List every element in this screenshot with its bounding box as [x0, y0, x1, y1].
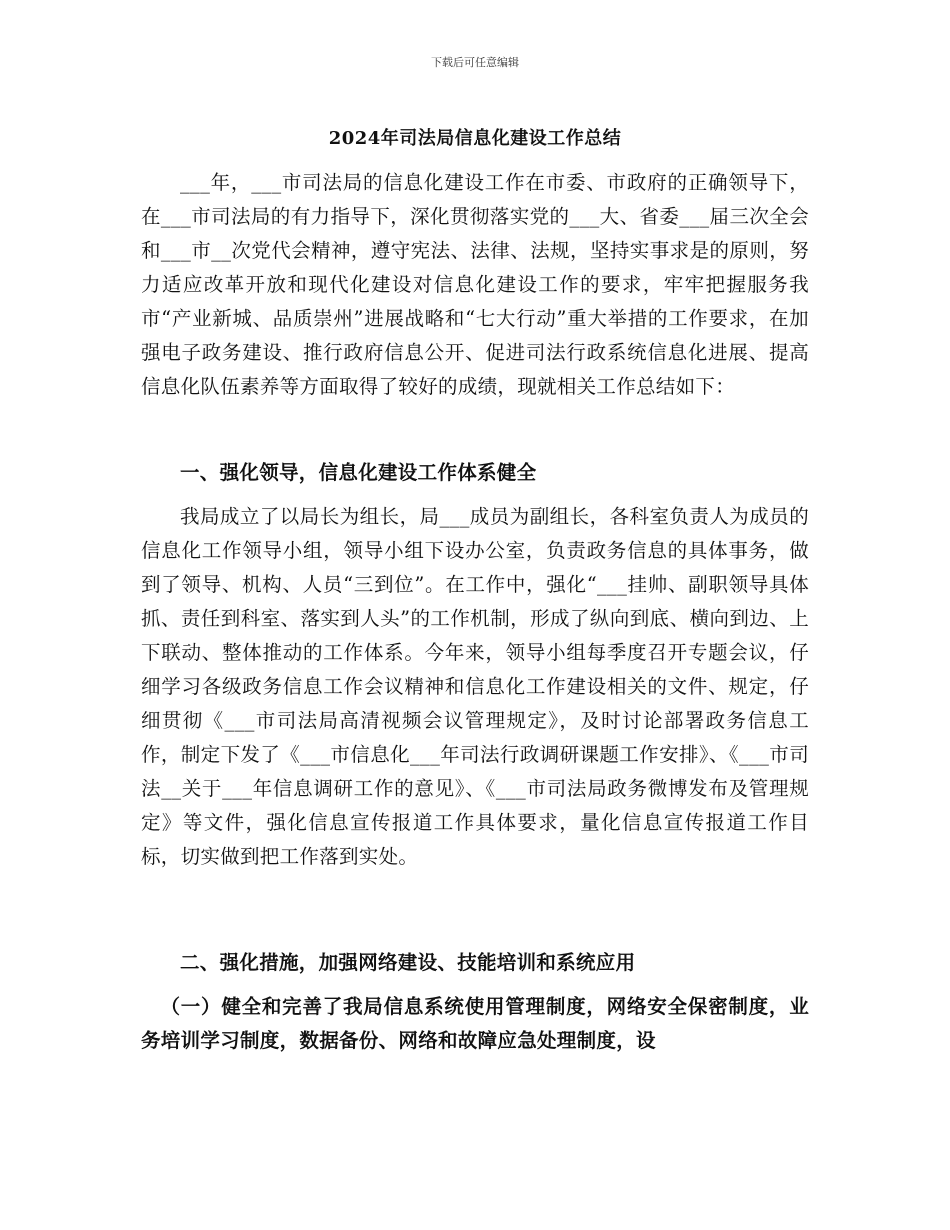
- section-heading-1: 一、强化领导，信息化建设工作体系健全: [180, 461, 537, 484]
- section-heading-2: 二、强化措施，加强网络建设、技能培训和系统应用: [180, 951, 636, 974]
- document-title: 2024年司法局信息化建设工作总结: [328, 128, 622, 149]
- intro-paragraph: ___年，___市司法局的信息化建设工作在市委、市政府的正确领导下，在___市司法局的有力指导下，深化贯彻落实党的___大、省委___届三次全会和___市__次党代会精神，遵守宪法、法律、法规，坚持实事求是的原则，努力适应改革开放和现代化建设对信息化建设工作的要求，牢牢把握服务我市“产业新城、品质崇州”进展战略和“七大行动”重大举措的工作要求，在加强电子政务建设、推行政府信息公开、促进司法行政系统信息化进展、提高信息化队伍素养等方面取得了较好的成绩，现就相关工作总结如下：: [141, 171, 809, 398]
- page-header-note: 下载后可任意编辑: [431, 56, 519, 69]
- section-1-paragraph: 我局成立了以局长为组长，局___成员为副组长，各科室负责人为成员的信息化工作领导小组，领导小组下设办公室，负责政务信息的具体事务，做到了领导、机构、人员“三到位”。在工作中，强化“___挂帅、副职领导具体抓、责任到科室、落实到人头”的工作机制，形成了纵向到底、横向到边、上下联动、整体推动的工作体系。今年来，领导小组每季度召开专题会议，仔细学习各级政务信息工作会议精神和信息化工作建设相关的文件、规定，仔细贯彻《___市司法局高清视频会议管理规定》，及时讨论部署政务信息工作，制定下发了《___市信息化___年司法行政调研课题工作安排》、《___市司法__关于___年信息调研工作的意见》、《___市司法局政务微博发布及管理规定》等文件，强化信息宣传报道工作具体要求，量化信息宣传报道工作目标，切实做到把工作落到实处。: [141, 505, 809, 868]
- section-2-subsection-1: （一）健全和完善了我局信息系统使用管理制度，网络安全保密制度，业务培训学习制度，数据备份、网络和故障应急处理制度，设: [141, 995, 809, 1052]
